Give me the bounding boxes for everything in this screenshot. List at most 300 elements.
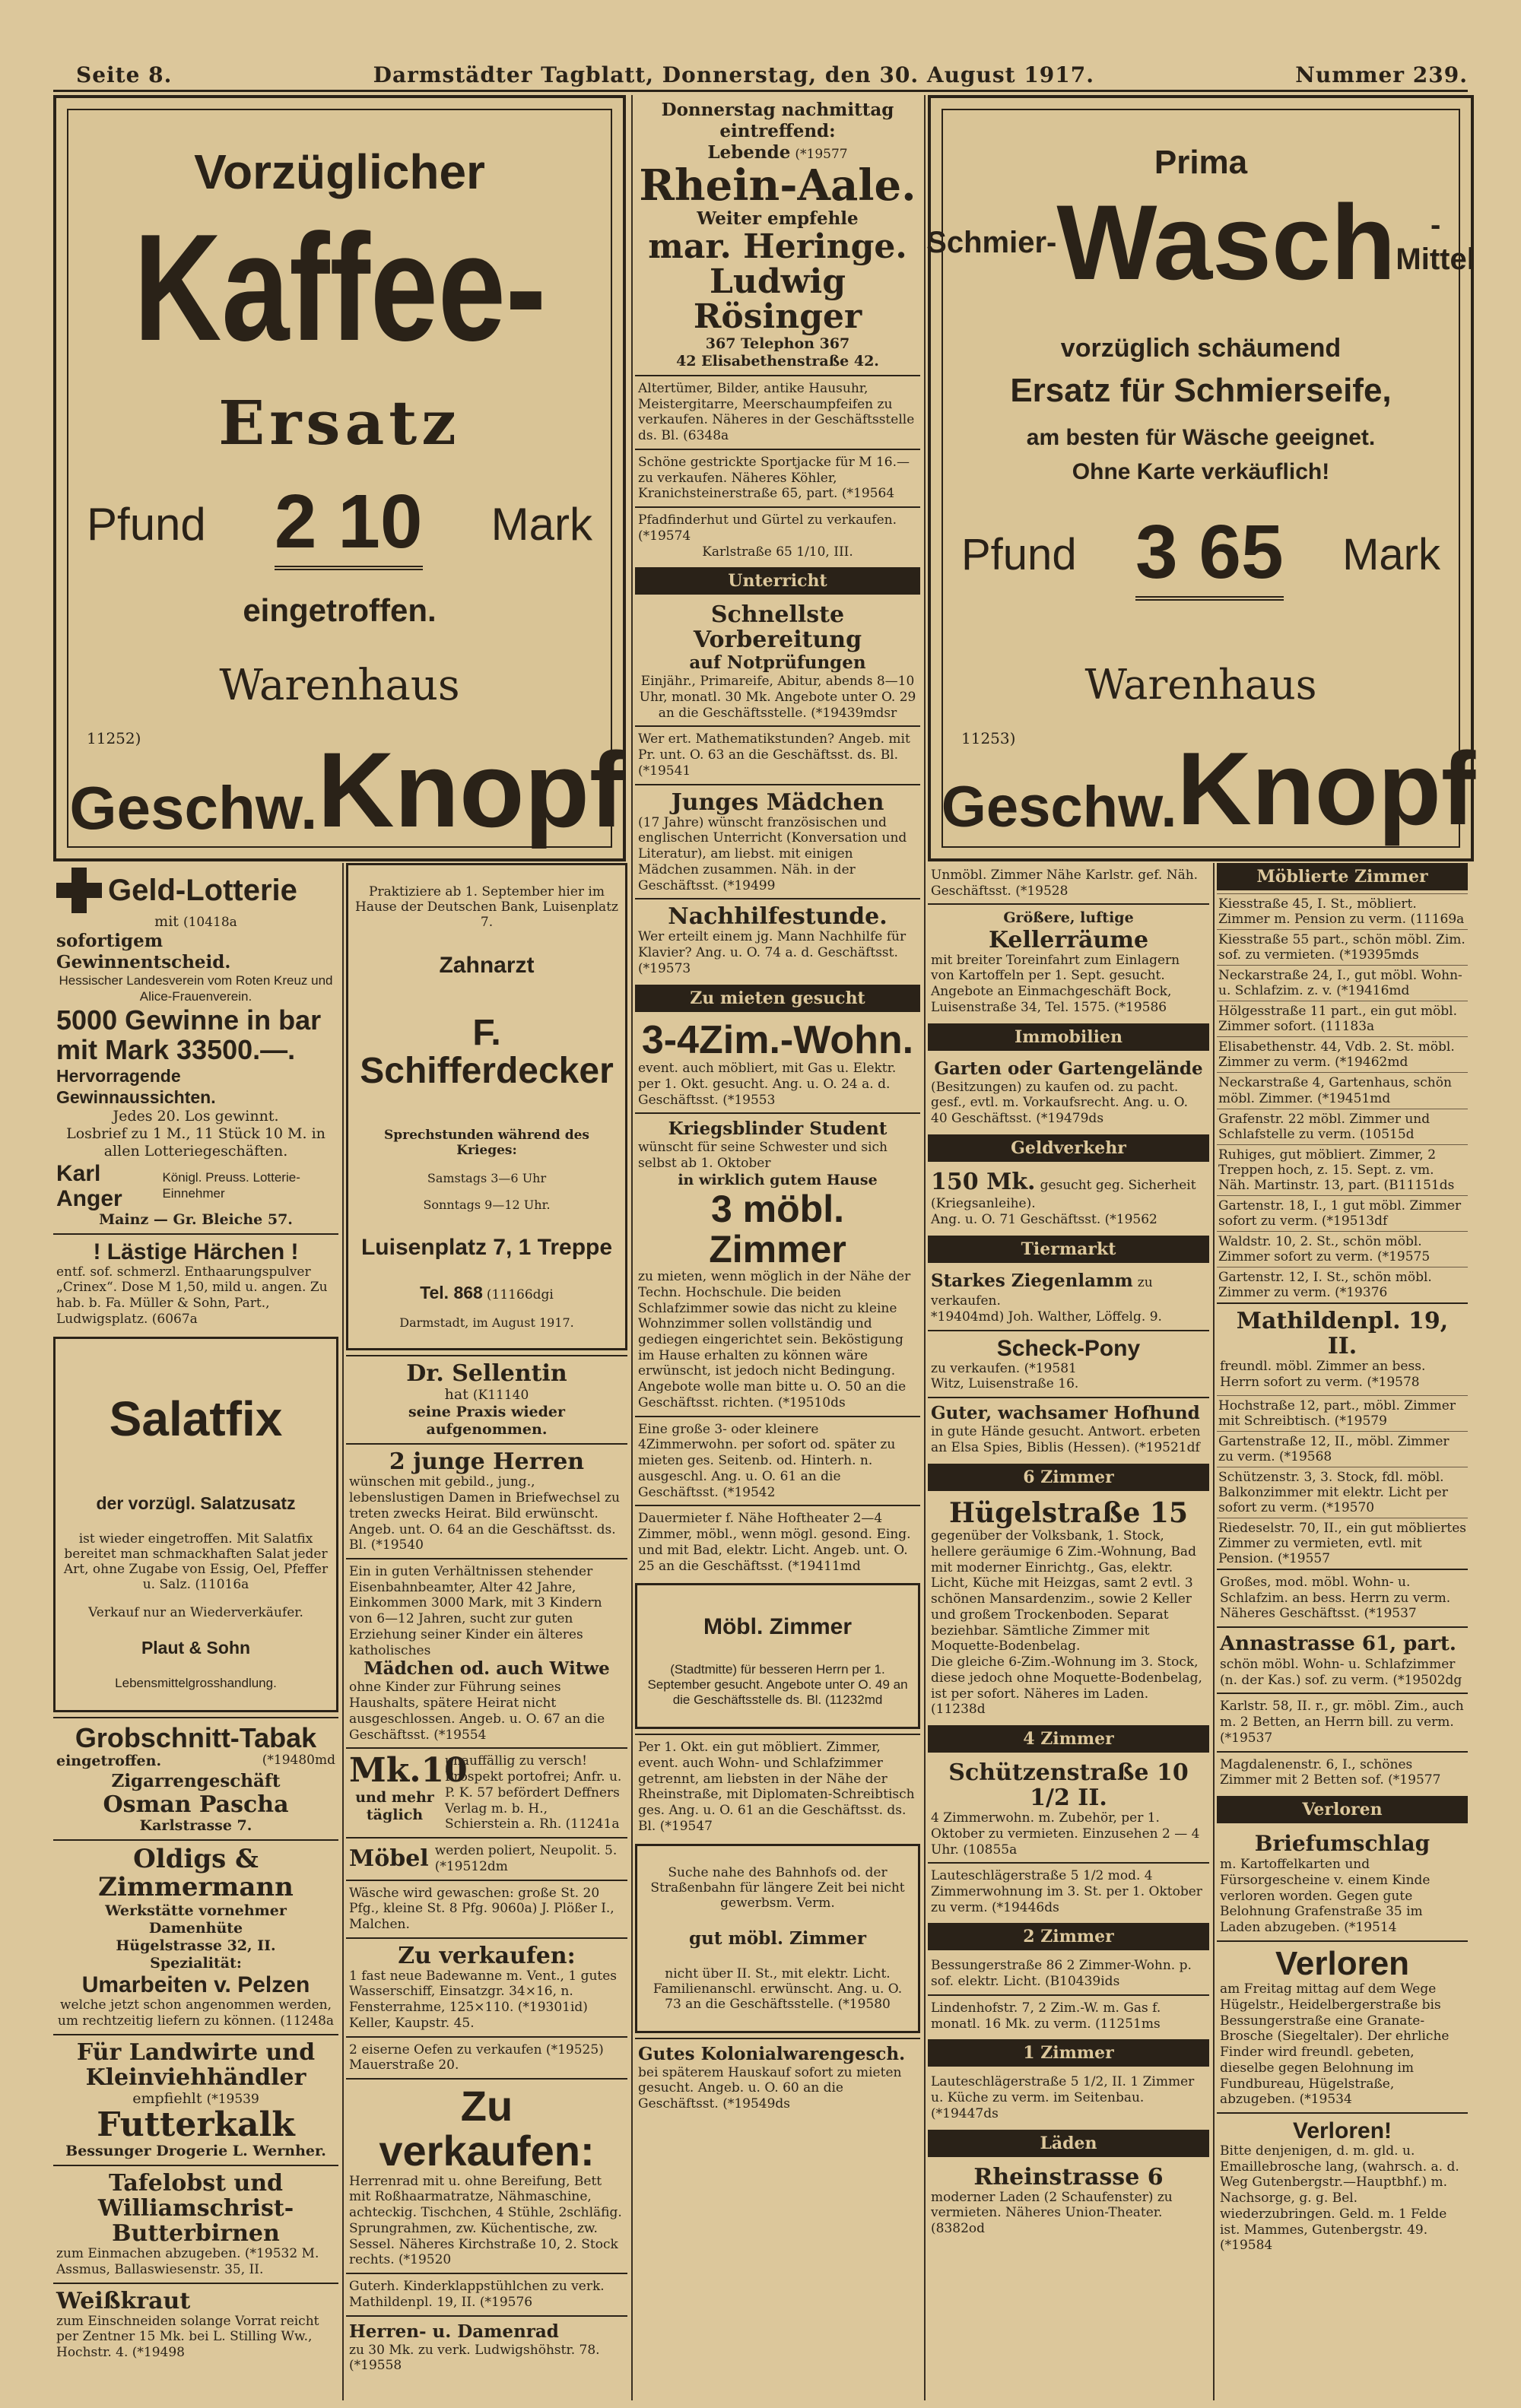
ad-headline: Salatfix [109, 1391, 283, 1446]
ad-text: (17 Jahre) wünscht französischen und englischen Unterricht (Konversation und Literatur), am liebst. mit einigen Mädchen zusammen. Näh. in der Geschäftsst. [638, 814, 907, 893]
ad-dauermieter [635, 1505, 920, 1578]
ad-text: Ein in guten Verhältnissen stehender Eisenbahnbeamter, Alter 42 Jahre, Einkommen 3000 Mark, mit 3 Kindern von 6—12 Jahren, sucht zur guten Erziehung seiner Kinder ein älteres katholisches [349, 1563, 602, 1658]
ad-junge-herren [346, 1443, 627, 1558]
ad-text: Einjähr., Primareife, Abitur, abends 8—10 Uhr, monatl. 30 Mk. Angebote unter O. 29 an die Geschäftsstelle. [639, 674, 916, 721]
ad-text: Plaut & Sohn [141, 1637, 251, 1658]
ad-code: (*19520 [399, 2252, 452, 2268]
ad-text: wünscht für seine Schwester und sich selbst ab 1. Oktober [638, 1140, 888, 1172]
ad-headline: ! Lästige Härchen ! [93, 1239, 299, 1264]
ad-code: (10418a [183, 915, 237, 930]
ad-headline: Schützenstraße 10 1/2 II. [948, 1759, 1189, 1812]
ad-headline: Annastrasse 61, part. [1220, 1632, 1456, 1656]
ad-code: (K11140 [472, 1387, 529, 1403]
price-suffix: Mark [1342, 530, 1440, 579]
ad-zimmerwohnung [635, 1416, 920, 1505]
ad-headline: Herren- u. Damenrad [349, 2321, 559, 2342]
column-rule [631, 95, 633, 2400]
price-value: 2 10 [275, 478, 423, 570]
masthead-title: Darmstädter Tagblatt, Donnerstag, den 30. August 1917. [373, 62, 1094, 87]
ad-text: zu 30 Mk. zu verk. Ludwigshöhstr. 78. [349, 2342, 600, 2358]
ad-code: 11252) [87, 729, 141, 747]
ad-text: Suche nahe des Bahnhofs od. der Straßenbahn für längere Zeit bei nicht gewerbsm. Verm. [650, 1864, 905, 1911]
ad-pfadfinderhut [635, 506, 920, 564]
brand-prefix: Geschw. [69, 774, 318, 842]
ad-line: Ersatz [218, 387, 461, 458]
ad-text: Hügelstrasse 32, II. [116, 1937, 276, 1954]
ad-text: Verkauf nur an Wiederverkäufer. [88, 1604, 303, 1620]
ad-code: (*19574 [638, 528, 691, 544]
column-rule [1213, 863, 1215, 2400]
ad-text: Eine große 3- oder kleinere 4Zimmerwohn. per sofort od. später zu mieten ges. Seitenb. od. Hinterh. n. ausgeschl. Ang. u. O. 61 an die Geschäftsst. [638, 1421, 896, 1500]
list-item: Neckarstraße 4, Gartenhaus, schön möbl. Zimmer. (*19451md [1217, 1072, 1468, 1108]
ad-code: (*19562 [1104, 1212, 1157, 1227]
list-item: Kiesstraße 45, I. St., möbliert. Zimmer m. Pension zu verm. (11169a [1217, 893, 1468, 929]
ad-text: Donnerstag nachmittag eintreffend: [661, 100, 894, 142]
ad-text: eingetroffen. [56, 1753, 162, 1770]
column-5 [1217, 863, 1468, 2400]
ad-zu-verkaufen-2 [346, 2078, 627, 2273]
ad-code: (*19540 [370, 1537, 424, 1553]
ad-code: (8382od [931, 2221, 986, 2237]
ad-headline: Rhein-Aale. [639, 160, 916, 211]
ad-text: (Stadtmitte) für besseren Herrn per 1. September gesucht. Angebote unter O. 49 an die Geschäftsstelle ds. Bl. [647, 1662, 908, 1708]
ad-code: (*19541 [638, 763, 691, 779]
ad-text: bei späterem Hauskauf sofort zu mieten gesucht. Angeb. u. O. 60 an die Geschäftsst. [638, 2064, 902, 2112]
ad-code: (*19447ds [931, 2105, 999, 2121]
ad-text: Wer erteilt einem jg. Mann Nachhilfe für Klavier? Ang. u. O. 74 a. d. Geschäftsst. [638, 929, 907, 961]
column-2 [346, 863, 627, 2400]
ad-text: Bessunger Drogerie L. Wernher. [65, 2143, 326, 2160]
ad-headline: Verloren! [1292, 2118, 1392, 2143]
ad-text: ohne Kinder zur Führung seines Haushalts, spätere Heirat nicht ausgeschlossen. Angeb. u. O. 67 an die Geschäftsst. [349, 1680, 605, 1743]
ad-text: Ludwig Rösinger [693, 262, 862, 337]
ad-headline: Zu verkaufen: [379, 2082, 595, 2175]
ad-text: Größere, luftige [1003, 909, 1134, 927]
ad-tabak [53, 1717, 338, 1839]
ad-code: (*19553 [722, 1092, 776, 1108]
list-item: Gartenstraße 12, II., möbl. Zimmer zu verm. (*19568 [1217, 1431, 1468, 1467]
ad-code: (11238d [931, 1702, 986, 1718]
ad-text: ist wieder eingetroffen. Mit Salatfix bereitet man schmackhaften Salat jeder Art, ohne Zugabe von Essig, Oel, Pfeffer u. Salz. [63, 1531, 329, 1592]
ad-text: *19404md) Joh. Walther, Löffelg. 9. [931, 1309, 1162, 1325]
ad-hofhund [928, 1397, 1209, 1461]
section-heading-immobilien: Immobilien [928, 1023, 1209, 1051]
price-value: 3 65 [1135, 509, 1284, 601]
section-heading-4-zimmer: 4 Zimmer [928, 1725, 1209, 1753]
column-4 [928, 863, 1209, 2400]
list-item: Kiesstraße 55 part., schön möbl. Zim. sof. zu vermieten. (*19395mds [1217, 929, 1468, 965]
ad-line: Ersatz für Schmierseife, [1010, 372, 1392, 409]
ad-text: am Freitag mittag auf dem Wege Hügelstr., Heidelbergerstraße bis Bessungerstraße eine Granate-Brosche (Siegeltaler). Der ehrliche Finder wird freundl. gebeten, dieselbe gegen Belohnung im Fundbureau, Hügelstraße, abzugeben. [1220, 1981, 1450, 2108]
ad-text: Lebende [707, 142, 791, 163]
ad-kriegsblinder [635, 1112, 920, 1415]
ad-rheinstrasse [928, 2160, 1209, 2241]
ad-text: Lauteschlägerstraße 5 1/2, II. 1 Zimmer u. Küche zu verm. im Seitenbau. [931, 2074, 1195, 2106]
section-heading-geldverkehr: Geldverkehr [928, 1134, 1209, 1162]
ad-text: in gute Hände gesucht. Antwort. erbeten an Elsa Spies, Biblis (Hessen). [931, 1424, 1201, 1455]
red-cross-icon [56, 868, 102, 913]
ad-headline: Grobschnitt-Tabak [75, 1721, 317, 1753]
ad-headline: Mk.10 [349, 1751, 468, 1791]
ad-code: (11166dgi [486, 1286, 554, 1302]
ad-code: (*19542 [722, 1484, 776, 1500]
ad-lauteschlaeger-1 [928, 2070, 1209, 2126]
ad-text: Königl. Preuss. Lotterie-Einnehmer [162, 1169, 300, 1201]
ad-headline-text: Kaffee- [133, 203, 546, 373]
ad-per-1-okt [635, 1734, 920, 1839]
ad-bessungerstrasse: Bessungerstraße 86 2 Zimmer-Wohn. p. sof. elektr. Licht. (B10439ids [931, 1958, 1192, 1990]
ad-code: (*19521df [1134, 1439, 1200, 1455]
ad-wohnung [635, 1015, 920, 1113]
ad-line: am besten für Wäsche geeignet. [1026, 425, 1376, 450]
ad-text: Karl Anger [56, 1160, 122, 1211]
ad-geld-lotterie [53, 863, 338, 1233]
ad-line: vorzüglich schäumend [1060, 334, 1342, 363]
ad-text: Spezialität: [150, 1955, 242, 1972]
ad-headline: Junges Mädchen [671, 788, 884, 816]
ad-mathematik [635, 725, 920, 783]
brand-name: Knopf [317, 730, 625, 849]
ad-code: (*19446ds [992, 1899, 1059, 1915]
ad-zu-verkaufen-1 [346, 1937, 627, 2036]
ad-headline: Für Landwirte und Kleinviehhändler [76, 2038, 316, 2091]
ad-suche-zimmer [635, 1844, 920, 2033]
ad-ziegenlamm [928, 1266, 1209, 1330]
list-item: Riedeselstr. 70, II., ein gut möbliertes Zimmer zu vermieten, evtl. mit Pension. (*19557 [1217, 1518, 1468, 1569]
ad-text: Karlstrasse 7. [139, 1816, 252, 1834]
ad-code: (*19576 [479, 2294, 533, 2310]
ad-text: Guterh. Kinderklappstühlchen zu verk. Mathildenpl. 19, II. [349, 2279, 605, 2310]
ad-code: (6348a [683, 428, 729, 444]
ad-headline: Scheck-Pony [996, 1335, 1141, 1361]
list-item: Hölgesstraße 11 part., ein gut möbl. Zimmer sofort. (11183a [1217, 1001, 1468, 1036]
section-heading-moeblierte-zimmer: Möblierte Zimmer [1217, 863, 1468, 890]
price-suffix: Mark [491, 499, 592, 550]
ad-kaffee-ersatz [53, 95, 626, 861]
ad-text: der vorzügl. Salatzusatz [96, 1493, 296, 1513]
page-header [76, 59, 1468, 90]
ad-code: (*19528 [1015, 883, 1069, 899]
ad-text: zum Einmachen abzugeben. (*19532 M. Assmus, Ballaswiesenstr. 35, II. [56, 2246, 319, 2278]
ad-herrenrad [346, 2315, 627, 2379]
list-item: Grafenstr. 22 möbl. Zimmer und Schlafstelle zu verm. (10515d [1217, 1109, 1468, 1144]
ad-headline: Weißkraut [56, 2287, 191, 2314]
ad-code: (*19534 [1299, 2092, 1352, 2108]
ad-annastrasse [1217, 1626, 1468, 1693]
ad-schuetzenstrasse [928, 1756, 1209, 1862]
ad-text: nicht über II. St., mit elektr. Licht. Familienanschl. erwünscht. Ang. u. O. 73 an die Geschäftsstelle. [653, 1965, 903, 2012]
ad-karlstrasse: Karlstr. 58, II. r., gr. möbl. Zim., auch m. 2 Betten, an Herrn bill. zu verm. (*19537 [1217, 1693, 1468, 1750]
ad-price-row [961, 509, 1440, 601]
ad-text: Dauermieter f. Nähe Hoftheater 2—4 Zimmer, möbl., wenn mögl. gesond. Eing. und mit Bad, elektr. Licht. Angeb. unt. O. 25 an die Geschäftsst. [638, 1511, 911, 1574]
ad-headline: F. Schifferdecker [360, 1013, 614, 1092]
ad-code: (*19411md [787, 1558, 861, 1574]
ad-line: Ohne Karte verkäuflich! [1072, 459, 1330, 484]
ad-zahnarzt [346, 863, 627, 1350]
ad-text: wünschen mit gebild., jung., lebenslustigen Damen in Briefwechsel zu treten zwecks Heirat. Bild erwünscht. Angeb. unt. O. 64 an die Geschäftsst. ds. Bl. [349, 1474, 620, 1553]
ad-text: Praktiziere ab 1. September hier im Hause der Deutschen Bank, Luisenplatz 7. [355, 884, 618, 930]
ad-code: (*19564 [841, 486, 895, 502]
ad-text: Wer ert. Mathematikstunden? Angeb. mit Pr. unt. O. 63 an die Geschäftsst. ds. Bl. [638, 731, 910, 763]
ad-headline [926, 182, 1475, 302]
ad-text: 1 fast neue Badewanne m. Vent., 1 gutes Wasserschiff, Einsatzgr. 34×16, n. Fensterrahme, 125×110. (*19301id) Keller, Kaupstr. 45. [349, 1968, 618, 2031]
column-3 [635, 95, 920, 2400]
section-heading-6-zimmer: 6 Zimmer [928, 1464, 1209, 1491]
ad-text: Lauteschlägerstraße 5 1/2 mod. 4 Zimmerwohnung im 3. St. per 1. Oktober zu verm. [931, 1868, 1202, 1915]
ad-text: hat [444, 1385, 468, 1403]
ad-text: werden poliert, Neupolit. 5. [434, 1843, 618, 1859]
ad-text: zum Einschneiden solange Vorrat reicht per Zentner 15 Mk. bei L. Stilling Ww., Hochstr. 4. [56, 2313, 319, 2361]
list-item: Ruhiges, gut möbliert. Zimmer, 2 Treppen hoch, z. 15. Sept. z. vm. Näh. Martinstr. 13, part. (B11151ds [1217, 1144, 1468, 1195]
ad-code: (6067a [151, 1311, 198, 1327]
ad-headline: Schnellste Vorbereitung [693, 601, 862, 654]
column-rule [924, 95, 926, 2400]
ad-150-mk [928, 1165, 1209, 1233]
brand-name: Knopf [1176, 731, 1476, 846]
ad-text: Luisenplatz 7, 1 Treppe [360, 1234, 613, 1260]
ad-text: zu verkaufen. [931, 1360, 1021, 1376]
ad-text: Hessischer Landesverein vom Roten Kreuz und Alice-Frauenverein. [59, 973, 333, 1004]
headline-part: Wasch [1056, 182, 1396, 302]
ad-code: (*19586 [1113, 999, 1167, 1015]
ad-text: Weiter empfehle [697, 208, 859, 229]
ad-headline: Guter, wachsamer Hofhund [931, 1403, 1200, 1424]
ad-text: mit Mark 33500.—. [56, 1034, 296, 1066]
ad-code: (11251ms [1095, 2016, 1161, 2032]
ad-kellerraeume [928, 903, 1209, 1020]
section-heading-laeden: Läden [928, 2130, 1209, 2157]
ad-headline: Kellerräume [988, 926, 1149, 953]
ad-headline: Nachhilfestunde. [668, 903, 888, 931]
ad-code: (*19577 [795, 147, 848, 163]
list-item: Elisabethenstr. 44, Vdb. 2. St. möbl. Zimmer zu verm. (*19462md [1217, 1036, 1468, 1072]
ad-brand [69, 730, 625, 849]
ad-moebl-zimmer [635, 1583, 920, 1729]
ad-text: Herrenrad mit u. ohne Bereifung, Bett mit Roßhaarmatratze, Nähmaschine, achteckig. Tischchen, 4 Stühle, 2schläfig. Sprungrahmen, zw. Küchentische, zw. Sessel. Näheres Kirchstraße 10, 2. Stock rechts. [349, 2173, 622, 2268]
ad-line: Prima [1154, 144, 1248, 181]
ad-junges-maedchen [635, 784, 920, 899]
ad-headline: Geld-Lotterie [108, 874, 297, 907]
ad-headline: Hügelstraße 15 [948, 1496, 1188, 1529]
ad-text: Witz, Luisenstraße 16. [931, 1376, 1079, 1392]
ad-code: (*19554 [433, 1727, 487, 1743]
ad-code: (*19480md [262, 1753, 335, 1769]
ad-code: 11253) [961, 729, 1016, 747]
ad-klappstuehlchen [346, 2273, 627, 2314]
ad-headline: Rheinstrasse 6 [973, 2163, 1164, 2191]
ad-headline: Mathildenpl. 19, II. [1236, 1308, 1449, 1360]
ad-text: auf Notprüfungen [689, 652, 866, 674]
ad-code: (*19514 [1344, 1920, 1397, 1936]
ad-moebel [346, 1837, 627, 1879]
ad-lindenhofstrasse [928, 1994, 1209, 2036]
ad-text: Jedes 20. Los gewinnt. [113, 1108, 279, 1125]
ad-scheck-pony [928, 1330, 1209, 1397]
ad-text: Die gleiche 6-Zim.-Wohnung im 3. Stock, diese jedoch ohne Moquette-Bodenbelag, ist per sofort. Näheres im Laden. [931, 1655, 1202, 1702]
ad-code: (11241a [565, 1816, 620, 1832]
ad-text: empfiehlt [132, 2089, 202, 2107]
list-item: Gartenstr. 12, I. St., schön möbl. Zimmer zu verm. (*19376 [1217, 1267, 1468, 1302]
ad-code: (*19498 [132, 2345, 185, 2361]
ad-line: Vorzüglicher [194, 144, 485, 199]
ad-oefen: 2 eiserne Oefen zu verkaufen (*19525) Mauerstraße 20. [346, 2036, 627, 2078]
ad-rhein-aale [635, 95, 920, 375]
ad-code: (*19539 [206, 2091, 259, 2107]
ad-text: moderner Laden (2 Schaufenster) zu vermieten. Näheres Union-Theater. [931, 2189, 1173, 2221]
ad-text: event. auch möbliert, mit Gas u. Elektr. per 1. Okt. gesucht. Ang. u. O. 24 a. d. Geschäftsst. [638, 1061, 897, 1108]
ad-magdalenenstrasse: Magdalenenstr. 6, I., schönes Zimmer mit 2 Betten sof. (*19577 [1217, 1751, 1468, 1793]
ad-text: seine Praxis wieder aufgenommen. [408, 1403, 566, 1439]
ad-line: eingetroffen. [243, 592, 437, 628]
price-prefix: Pfund [87, 499, 206, 550]
ad-text: Per 1. Okt. ein gut möbliert. Zimmer, event. auch Wohn- und Schlafzimmer getrennt, am liebsten in der Nähe der Rheinstraße, mit Diplomaten-Schreibtisch ges. Ang. u. O. 61 an die Geschäftsst. ds. Bl. [638, 1740, 915, 1834]
ad-text: Sprechstunden während des Krieges: [384, 1127, 589, 1158]
ad-text: Sonntags 9—12 Uhr. [423, 1197, 551, 1212]
ad-headline [56, 203, 623, 373]
ad-text: Hervorragende Gewinnaussichten. [56, 1065, 216, 1107]
ad-text: Mainz — Gr. Bleiche 57. [99, 1210, 293, 1228]
ad-code: (*19499 [722, 877, 776, 893]
ad-store: Warenhaus [219, 661, 460, 710]
ad-text: Zigarrengeschäft [111, 1770, 281, 1791]
ad-headline: Tafelobst und Williamschrist-Butterbirnen [97, 2170, 294, 2248]
ad-notpruefungen [635, 598, 920, 725]
ad-code: (*19439mdsr [811, 705, 897, 721]
ad-code: (*19584 [1220, 2238, 1273, 2254]
ad-code: (11016a [195, 1576, 249, 1592]
ad-text: zu mieten, wenn möglich in der Nähe der Techn. Hochschule. Die beiden Schlafzimmer sowie das nicht zu kleine Wohnzimmer sollen vollständig und gediegen eingerichtet sein. Beköstigung im Hause erhalten zu können wäre erwünscht, ist jedoch nicht Bedingung. Angebote wolle man bitte u. O. 50 an die Geschäftsst. richten. [638, 1269, 911, 1410]
ad-text: Bitte denjenigen, d. m. gld. u. Emaillebrosche lang, (wahrsch. a. d. Weg Gutenbergstr.—Hauptbhf.) m. Nachsorge, g. g. Bel. wiederzubringen. Geld. m. 1 Felde ist. Mammes, Gutenbergstr. 49. [1220, 2143, 1459, 2238]
ad-unmoebl-zimmer [928, 863, 1209, 903]
ad-verloren-brosche [1217, 1940, 1468, 2112]
ad-headline: Dr. Sellentin [406, 1359, 567, 1387]
ad-text: mit [154, 913, 179, 930]
ad-headline: Gutes Kolonialwarengesch. [638, 2043, 906, 2064]
ad-text: 367 Telephon 367 [705, 335, 850, 352]
ad-text: Ang. u. O. 71 Geschäftsst. [931, 1212, 1101, 1227]
ad-code: (*19580 [837, 1996, 891, 2012]
section-heading-unterricht: Unterricht [635, 567, 920, 595]
ad-text: Losbrief zu 1 M., 11 Stück 10 M. in allen Lotteriegeschäften. [66, 1125, 325, 1160]
section-heading-1-zimmer: 1 Zimmer [928, 2039, 1209, 2067]
ad-headline: Starkes Ziegenlamm [931, 1270, 1133, 1291]
section-heading-zu-mieten: Zu mieten gesucht [635, 985, 920, 1012]
ad-text: entf. sof. schmerzl. Enthaarungspulver „Crinex“. Dose M 1,50, mild u. angen. Zu hab. b. Fa. Müller & Sohn, Part., Ludwigsplatz. [56, 1264, 328, 1327]
ad-eisenbahnbeamter [346, 1558, 627, 1747]
brand-prefix: Geschw. [941, 775, 1177, 839]
ad-headline: 150 Mk. [931, 1168, 1036, 1195]
list-item: Neckarstraße 24, I., gut möbl. Wohn- u. Schlafzim. z. v. (*19416md [1217, 965, 1468, 1001]
ad-oldigs [53, 1839, 338, 2034]
section-heading-2-zimmer: 2 Zimmer [928, 1923, 1209, 1950]
ad-headline: Verloren [1275, 1944, 1410, 1982]
ad-text: Samstags 3—6 Uhr [427, 1170, 547, 1185]
ad-nachhilfe [635, 898, 920, 981]
listing-group [1217, 1395, 1468, 1569]
ad-text: sofortigem Gewinnentscheid. [56, 931, 231, 973]
ad-text: Altertümer, Bilder, antike Hausuhr, Meistergitarre, Meerschaumpfeifen zu verkaufen. Näheres in der Geschäftsstelle ds. Bl. [638, 380, 915, 444]
ad-text: in wirklich gutem Hause [678, 1171, 878, 1188]
ad-text: Darmstadt, im August 1917. [399, 1315, 574, 1330]
ad-text: unauffällig zu versch! Prospekt portofrei; Anfr. u. P. K. 57 befördert Deffners Verlag m. b. H., Schierstein a. Rh. [445, 1753, 622, 1832]
ad-kolonialwaren [635, 2038, 920, 2117]
ad-code: (*19549ds [722, 2096, 791, 2112]
ad-text: schön möbl. Wohn- u. Schlafzimmer (n. der Kas.) sof. zu verm. (*19502dg [1220, 1656, 1462, 1688]
column-1 [53, 863, 338, 2400]
ad-text: gesucht geg. Sicherheit (Kriegsanleihe). [931, 1177, 1196, 1211]
ad-text: Werkstätte vornehmer Damenhüte [105, 1902, 287, 1937]
ad-briefumschlag [1217, 1826, 1468, 1940]
ad-code: (*19479ds [1036, 1111, 1104, 1127]
ad-text: 4 Zimmerwohn. m. Zubehör, per 1. Oktober zu vermieten. Einzusehen 2 — 4 Uhr. [931, 1810, 1200, 1858]
ad-price-row [87, 478, 592, 570]
ad-text: 3 möbl. Zimmer [709, 1188, 846, 1271]
ad-code: (11248a [280, 2013, 335, 2029]
page-number: Seite 8. [76, 62, 173, 87]
ad-text: freundl. möbl. Zimmer an bess. Herrn sofort zu verm. (*19578 [1220, 1359, 1426, 1390]
ad-verloren-emaille [1217, 2112, 1468, 2258]
ad-text: 5000 Gewinne in bar [56, 1004, 322, 1036]
ad-headline: Zu verkaufen: [398, 1942, 576, 1969]
header-rule [53, 90, 1468, 92]
ad-garten [928, 1054, 1209, 1131]
ad-text: mar. Heringe. [648, 227, 907, 266]
ad-headline: Kriegsblinder Student [668, 1118, 888, 1140]
section-heading-verloren: Verloren [1217, 1796, 1468, 1823]
ad-text: Umarbeiten v. Pelzen [81, 1972, 310, 1998]
ad-headline: 3-4Zim.-Wohn. [641, 1017, 914, 1062]
ad-code: (*19581 [1024, 1360, 1077, 1376]
listing-group [1217, 893, 1468, 1302]
ad-headline: Möbel [349, 1845, 429, 1873]
ad-text: welche jetzt schon angenommen werden, um rechtzeitig liefern zu können. [57, 1997, 332, 2029]
ad-text: zu verkaufen. [931, 1274, 1153, 1309]
list-item: Waldstr. 10, 2. St., schön möbl. Zimmer sofort zu verm. (*19575 [1217, 1231, 1468, 1267]
list-item: Schützenstr. 3, 3. Stock, fdl. möbl. Balkonzimmer mit elektr. Licht per sofort zu verm. (*19570 [1217, 1467, 1468, 1518]
ad-text: gegenüber der Volksbank, 1. Stock, hellere geräumige 6 Zim.-Wohnung, Bad mit moderner Einrichtg., Gas, elektr. Licht, Küche mit Heizgas, samt 2 evtl. 3 schönen Mansardenzim., sowie 2 Keller und großem Trockenboden. Separat beziehbar. Sämtliche Zimmer mit Moquette-Bodenbelag. [931, 1528, 1196, 1655]
ad-text: Unmöbl. Zimmer Nähe Karlstr. gef. Näh. Geschäftsst. [931, 868, 1199, 899]
ad-brand [941, 731, 1476, 846]
ad-store: Warenhaus [1084, 661, 1317, 709]
issue-number: Nummer 239. [1295, 62, 1468, 87]
ad-text: Osman Pascha [103, 1791, 289, 1818]
ad-text: Mädchen od. auch Witwe [364, 1658, 610, 1680]
ad-text: Tel. 868 [420, 1282, 483, 1302]
ad-salatfix [53, 1337, 338, 1712]
ad-futterkalk [53, 2034, 338, 2165]
headline-part: -Mittel [1396, 208, 1475, 276]
ad-text: Karlstraße 65 1/10, III. [702, 544, 853, 560]
ad-weisskraut [53, 2283, 338, 2365]
ad-headline: Möbl. Zimmer [703, 1614, 852, 1640]
ad-text: Zahnarzt [439, 953, 535, 978]
ad-text: 42 Elisabethenstraße 42. [676, 352, 879, 370]
ad-waesche: Wäsche wird gewaschen: große St. 20 Pfg., kleine St. 8 Pfg. 9060a) J. Plößer I., Malchen. [346, 1880, 627, 1937]
ad-text: und mehr täglich [355, 1788, 434, 1823]
ad-sportjacke [635, 449, 920, 506]
ad-altertuemer [635, 375, 920, 449]
ad-headline: gut möbl. Zimmer [689, 1927, 866, 1949]
ad-tafelobst [53, 2165, 338, 2282]
list-item: Gartenstr. 18, I., 1 gut möbl. Zimmer sofort zu verm. (*19513df [1217, 1195, 1468, 1231]
ad-headline: Briefumschlag [1254, 1831, 1431, 1857]
ad-lauteschlaeger-4 [928, 1862, 1209, 1920]
ad-code: (*19547 [659, 1818, 713, 1834]
ad-haerchen [53, 1233, 338, 1332]
ad-text: Pfadfinderhut und Gürtel zu verkaufen. [638, 512, 897, 528]
ad-code: (11232md [825, 1693, 883, 1708]
ad-sellentin [346, 1355, 627, 1444]
